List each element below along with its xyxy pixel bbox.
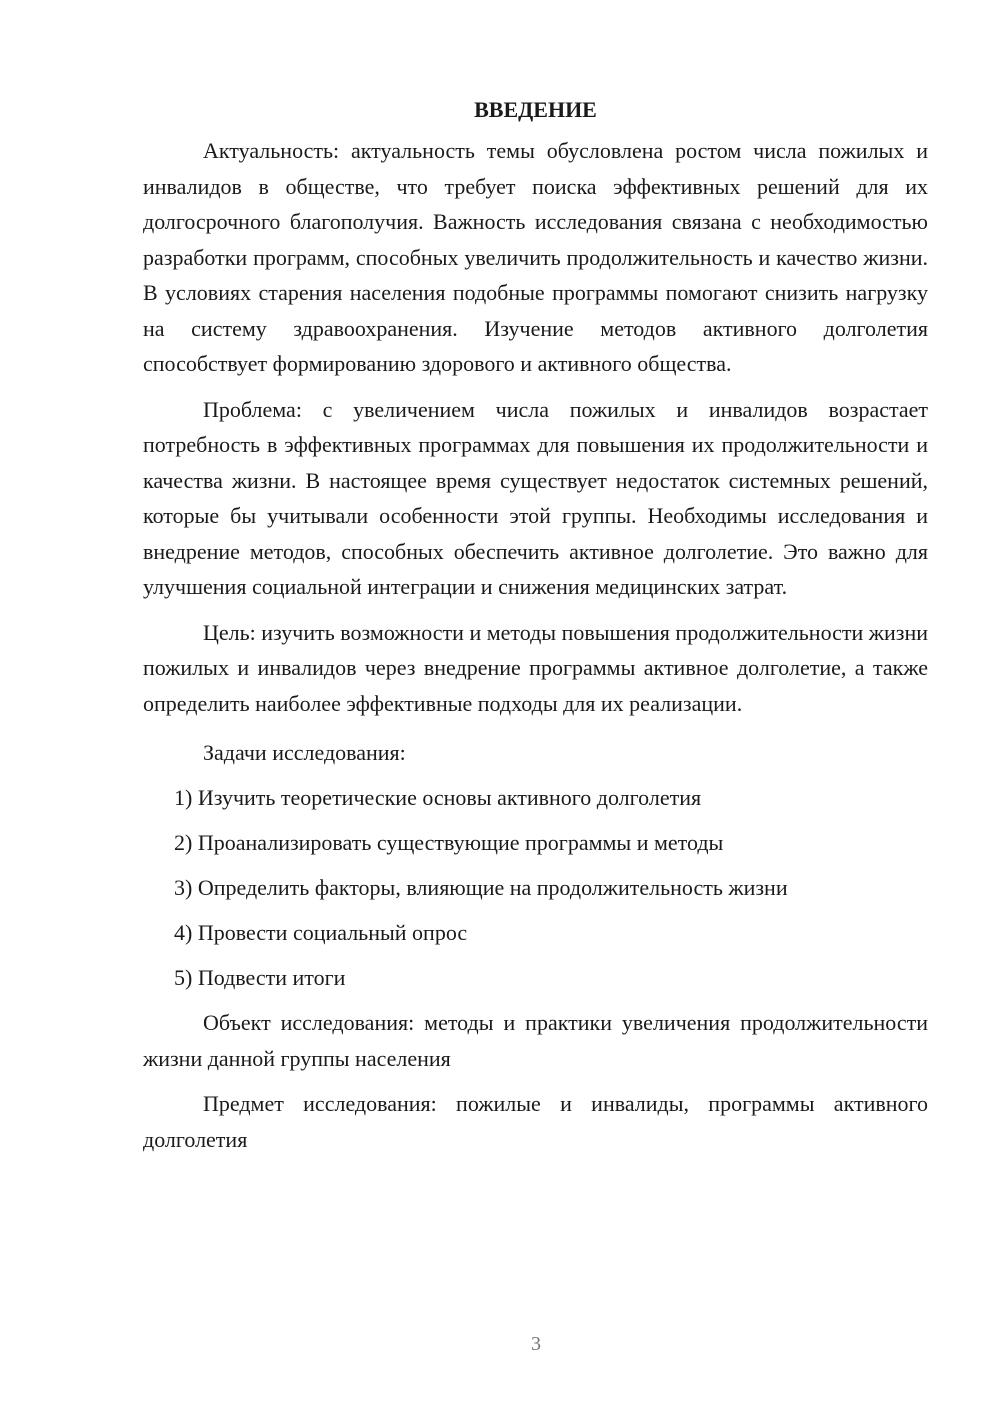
object-paragraph: Объект исследования: методы и практики увеличения продолжительности жизни данной группы населения: [143, 1010, 928, 1071]
subject-paragraph: Предмет исследования: пожилые и инвалиды, программы активного долголетия: [143, 1091, 928, 1152]
document-page: [143, 93, 928, 1167]
task-item: 5) Подвести итоги: [174, 965, 346, 990]
page-number: 3: [531, 1333, 541, 1355]
tasks-list: [143, 780, 928, 995]
task-item: 3) Определить факторы, влияющие на продолжительность жизни: [174, 875, 788, 900]
task-item: 4) Провести социальный опрос: [174, 920, 468, 945]
relevance-paragraph: Актуальность: актуальность темы обусловлена ростом числа пожилых и инвалидов в обществе, что требует поиска эффективных решений для их долгосрочного благополучия. Важность исследования связана с необходимостью разработки программ, способных увеличить продолжительность и качество жизни. В условиях старения населения подобные программы помогают снизить нагрузку на систему здравоохранения. Изучение методов активного долголетия способствует формированию здорового и активного общества.: [143, 138, 928, 376]
tasks-heading: Задачи исследования:: [203, 740, 406, 765]
task-item: 2) Проанализировать существующие программы и методы: [174, 830, 724, 855]
task-item: 1) Изучить теоретические основы активного долголетия: [174, 785, 702, 810]
page-title: ВВЕДЕНИЕ: [474, 97, 597, 122]
problem-paragraph: Проблема: с увеличением числа пожилых и инвалидов возрастает потребность в эффективных программах для повышения их продолжительности и качества жизни. В настоящее время существует недостаток системных решений, которые бы учитывали особенности этой группы. Необходимы исследования и внедрение методов, способных обеспечить активное долголетие. Это важно для улучшения социальной интеграции и снижения медицинских затрат.: [143, 396, 928, 599]
goal-paragraph: Цель: изучить возможности и методы повышения продолжительности жизни пожилых и инвалидов через внедрение программы активное долголетие, а также определить наиболее эффективные подходы для их реализации.: [143, 619, 928, 716]
